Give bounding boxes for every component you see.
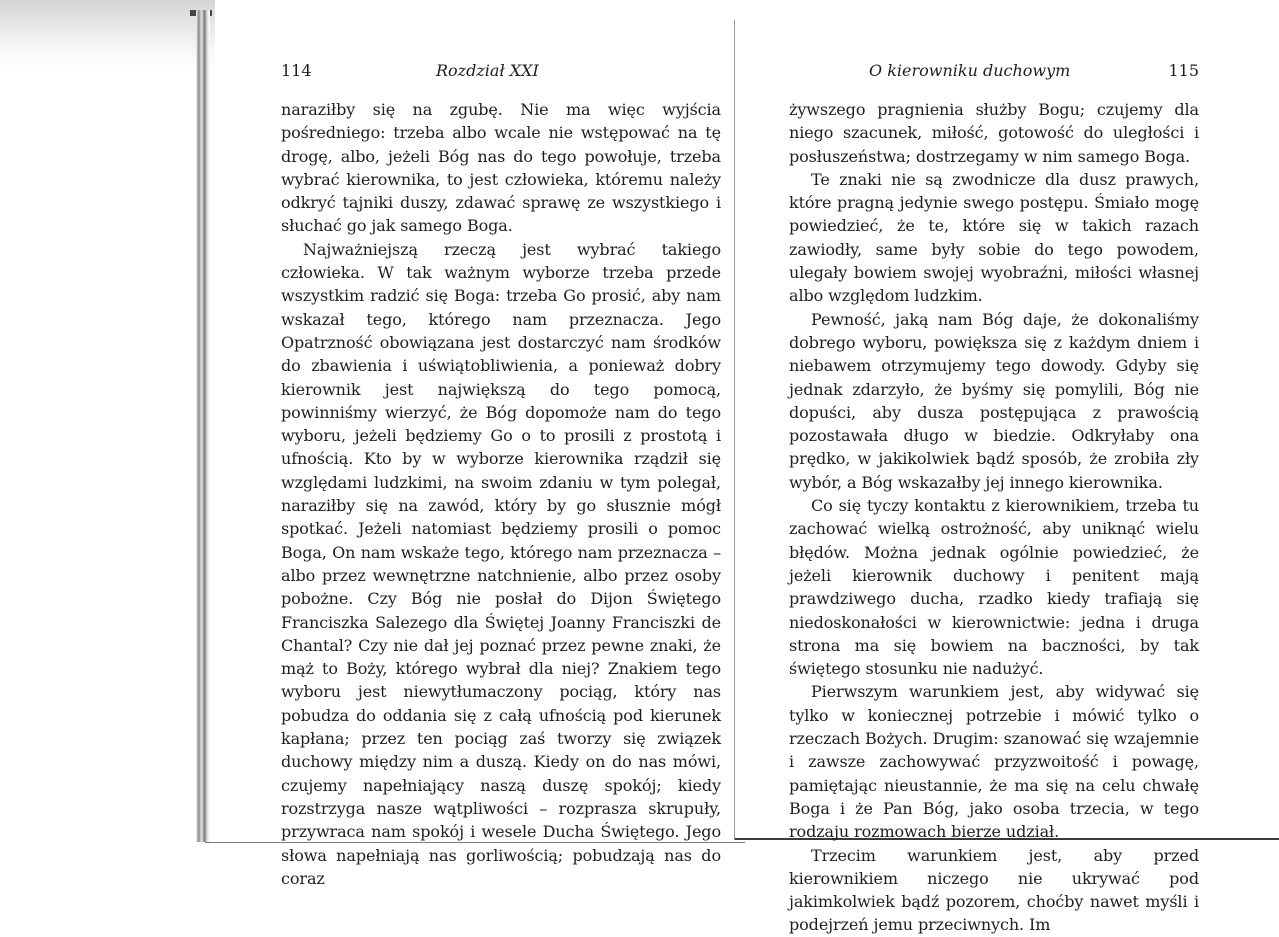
left-running-title: Rozdział XXI (436, 61, 539, 80)
paragraph: Pewność, jaką nam Bóg daje, że dokonaliśmy dobrego wyboru, powiększa się z każdym dniem i niebawem otrzymujemy tego dowody. Gdyby się jednak zdarzyło, że byśmy się pomylili, Bóg nie dopuści, aby dusza postępująca z prawością pozostawała długo w biedzie. Odkryłaby ona prędko, w jakikolwiek bądź sposób, że zrobiła zły wybór, a Bóg wskazałby jej innego kierownika. (789, 309, 1199, 492)
paragraph: Pierwszym warunkiem jest, aby widywać się tylko w koniecznej potrzebie i mówić tylko o rzeczach Bożych. Drugim: szanować się wzajemnie i zawsze zachowywać przyzwoitość i powagę, pamiętając nieustannie, że ma się na celu chwałę Boga i że Pan Bóg, jako osoba trzecia, w tego rodzaju rozmowach bierze udział. (789, 682, 1199, 842)
left-page-number: 114 (281, 61, 312, 80)
paragraph: Te znaki nie są zwodnicze dla dusz prawych, które pragną jedynie swego postępu. Śmiało mogę powiedzieć, że te, które się w takich razach zawiodły, same były sobie do tego powodem, ulegały bowiem swojej wyobraźni, miłości własnej albo względom ludzkim. (789, 169, 1199, 306)
right-running-head (789, 60, 1199, 82)
right-page-number: 115 (1168, 61, 1199, 80)
paragraph: Trzecim warunkiem jest, aby przed kierownikiem niczego nie ukrywać pod jakimkolwiek bądź pozorem, choćby nawet myśli i podejrzeń jemu przeciwnych. Im (789, 845, 1199, 935)
page-gutter (734, 20, 735, 840)
paragraph: żywszego pragnienia służby Bogu; czujemy dla niego szacunek, miłość, gotowość do uległości i posłuszeństwa; dostrzegamy w nim samego Boga. (789, 100, 1199, 166)
book-spine (196, 10, 210, 842)
left-page (281, 60, 721, 890)
paragraph: Najważniejszą rzeczą jest wybrać takiego człowieka. W tak ważnym wyborze trzeba przede wszystkim radzić się Boga: trzeba Go prosić, aby nam wskazał tego, którego nam przeznacza. Jego Opatrzność obowiązana jest dostarczyć nam środków do zbawienia i uświątobliwienia, a ponieważ dobry kierownik jest największą do tego pomocą, powinniśmy wierzyć, że Bóg dopomoże nam do tego wyboru, jeżeli będziemy Go o to prosili z prostotą i ufnością. Kto by w wyborze kierownika rządził się względami ludzkimi, na swoim zdaniu w tym polegał, naraziłby się na zawód, który by go słusznie mógł spotkać. Jeżeli natomiast będziemy prosili o pomoc Boga, On nam wskaże tego, którego nam przeznacza – albo przez wewnętrzne natchnienie, albo przez osoby pobożne. Czy Bóg nie posłał do Dijon Świętego Franciszka Salezego dla Świętej Joanny Franciszki de Chantal? Czy nie dał jej poznać przez pewne znaki, że mąż to Boży, którego wybrał dla niej? Znakiem tego wyboru jest niewytłumaczony pociąg, który nas pobudza do oddania się z całą ufnością pod kierunek kapłana; przez ten pociąg zaś tworzy się związek duchowy między nim a duszą. Kiedy on do nas mówi, czujemy napełniający naszą duszę spokój; kiedy rozstrzyga nasze wątpliwości – rozprasza skrupuły, przywraca nam spokój i wesele Ducha Świętego. Jego słowa napełniają nas gorliwością; pobudzają nas do coraz (281, 239, 721, 888)
paragraph: Co się tyczy kontaktu z kierownikiem, trzeba tu zachować wielką ostrożność, aby uniknąć wielu błędów. Można jednak ogólnie powiedzieć, że jeżeli kierownik duchowy i penitent mają prawdziwego ducha, rzadko kiedy trafiają się niedoskonałości w kierownictwie: jedna i druga strona ma się bowiem na baczności, by tak świętego stosunku nie nadużyć. (789, 496, 1199, 679)
scan-shadow (0, 0, 215, 70)
right-running-title: O kierowniku duchowym (869, 61, 1071, 80)
left-running-head (281, 60, 721, 82)
left-page-text (281, 98, 721, 890)
paragraph: naraziłby się na zgubę. Nie ma więc wyjścia pośredniego: trzeba albo wcale nie wstępować na tę drogę, albo, jeżeli Bóg nas do tego powołuje, trzeba wybrać kierownika, to jest człowieka, któremu należy odkryć tajniki duszy, zdawać sprawę ze wszystkiego i słuchać go jak samego Boga. (281, 100, 721, 236)
right-page-text (789, 98, 1199, 937)
right-page (789, 60, 1199, 937)
